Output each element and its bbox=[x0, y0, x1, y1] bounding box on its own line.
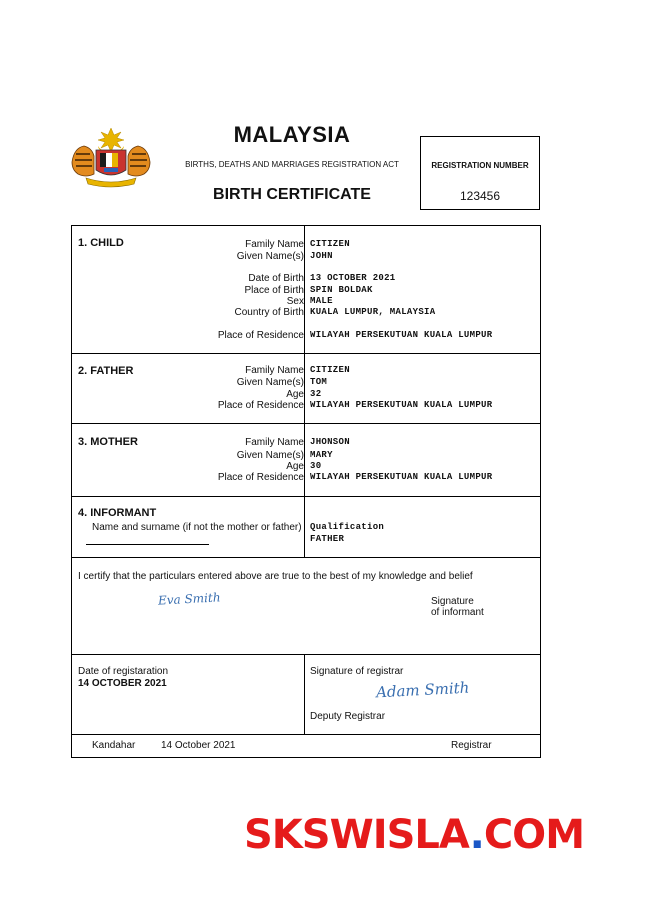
coat-of-arms-emblem bbox=[68, 126, 154, 190]
field-label: Family Name bbox=[245, 239, 304, 250]
field-value: WILAYAH PERSEKUTUAN KUALA LUMPUR bbox=[310, 400, 493, 410]
signature-label-line-2: of informant bbox=[431, 607, 484, 618]
section-heading-informant: 4. INFORMANT bbox=[78, 507, 157, 519]
registration-number-box bbox=[420, 136, 540, 210]
divider bbox=[72, 734, 540, 735]
field-value: TOM bbox=[310, 377, 328, 387]
field-label: Age bbox=[286, 389, 304, 400]
document-title: BIRTH CERTIFICATE bbox=[213, 186, 371, 203]
field-value: MALE bbox=[310, 296, 333, 306]
watermark-logo bbox=[244, 812, 584, 858]
field-value: JOHN bbox=[310, 251, 333, 261]
field-label: Date of Birth bbox=[248, 273, 304, 284]
field-value: SPIN BOLDAK bbox=[310, 285, 373, 295]
field-label: Family Name bbox=[245, 365, 304, 376]
qualification-value: FATHER bbox=[310, 534, 345, 544]
registration-date-label: Date of registaration bbox=[78, 666, 169, 677]
section-heading-father: 2. FATHER bbox=[78, 365, 134, 377]
field-label: Age bbox=[286, 461, 304, 472]
footer-role: Registrar bbox=[451, 740, 492, 751]
registration-number-label: REGISTRATION NUMBER bbox=[431, 161, 529, 170]
field-value: CITIZEN bbox=[310, 365, 350, 375]
footer-place: Kandahar bbox=[92, 740, 136, 751]
field-label: Sex bbox=[286, 296, 304, 307]
registrar-signature: Adam Smith bbox=[375, 678, 470, 702]
field-value: 13 OCTOBER 2021 bbox=[310, 273, 396, 283]
field-value: MARY bbox=[310, 450, 333, 460]
field-label: Given Name(s) bbox=[236, 251, 304, 262]
divider bbox=[72, 353, 540, 354]
field-label: Given Name(s) bbox=[236, 450, 304, 461]
informant-name-label: Name and surname (if not the mother or father) bbox=[92, 522, 302, 533]
field-label: Place of Residence bbox=[217, 400, 304, 411]
field-value: 32 bbox=[310, 389, 322, 399]
registration-date-value: 14 OCTOBER 2021 bbox=[78, 678, 167, 689]
divider bbox=[72, 654, 540, 655]
field-label: Given Name(s) bbox=[236, 377, 304, 388]
field-value: JHONSON bbox=[310, 437, 350, 447]
field-label: Country of Birth bbox=[234, 307, 304, 318]
watermark-tld: COM bbox=[483, 812, 584, 858]
signature-label-line-1: Signature bbox=[431, 596, 474, 607]
field-label: Place of Birth bbox=[244, 285, 304, 296]
informant-name-line bbox=[86, 544, 209, 545]
registration-number-value: 123456 bbox=[459, 189, 501, 203]
watermark-dot: . bbox=[469, 812, 484, 858]
informant-signature-label bbox=[431, 596, 484, 618]
deputy-registrar-label: Deputy Registrar bbox=[310, 711, 386, 722]
section-heading-child: 1. CHILD bbox=[78, 237, 124, 249]
section-heading-mother: 3. MOTHER bbox=[78, 436, 138, 448]
divider bbox=[72, 423, 540, 424]
field-value: CITIZEN bbox=[310, 239, 350, 249]
certificate-form bbox=[71, 225, 541, 758]
informant-signature: Eva Smith bbox=[157, 590, 221, 608]
country-title: MALAYSIA bbox=[233, 122, 351, 147]
divider bbox=[72, 496, 540, 497]
field-value: 30 bbox=[310, 461, 322, 471]
footer-date: 14 October 2021 bbox=[161, 740, 236, 751]
field-value: WILAYAH PERSEKUTUAN KUALA LUMPUR bbox=[310, 330, 493, 340]
field-value: KUALA LUMPUR, MALAYSIA bbox=[310, 307, 436, 317]
act-subtitle: BIRTHS, DEATHS AND MARRIAGES REGISTRATION ACT bbox=[185, 160, 399, 169]
field-value: WILAYAH PERSEKUTUAN KUALA LUMPUR bbox=[310, 472, 493, 482]
field-label: Place of Residence bbox=[217, 330, 304, 341]
registrar-signature-label: Signature of registrar bbox=[310, 666, 404, 677]
qualification-label: Qualification bbox=[310, 522, 385, 532]
certification-statement: I certify that the particulars entered above are true to the best of my knowledge and belief bbox=[78, 571, 473, 582]
field-label: Place of Residence bbox=[217, 472, 304, 483]
watermark-main: SKSWISLA bbox=[244, 812, 470, 858]
column-divider bbox=[304, 654, 305, 734]
column-divider bbox=[304, 226, 305, 557]
divider bbox=[72, 557, 540, 558]
field-label: Family Name bbox=[245, 437, 304, 448]
